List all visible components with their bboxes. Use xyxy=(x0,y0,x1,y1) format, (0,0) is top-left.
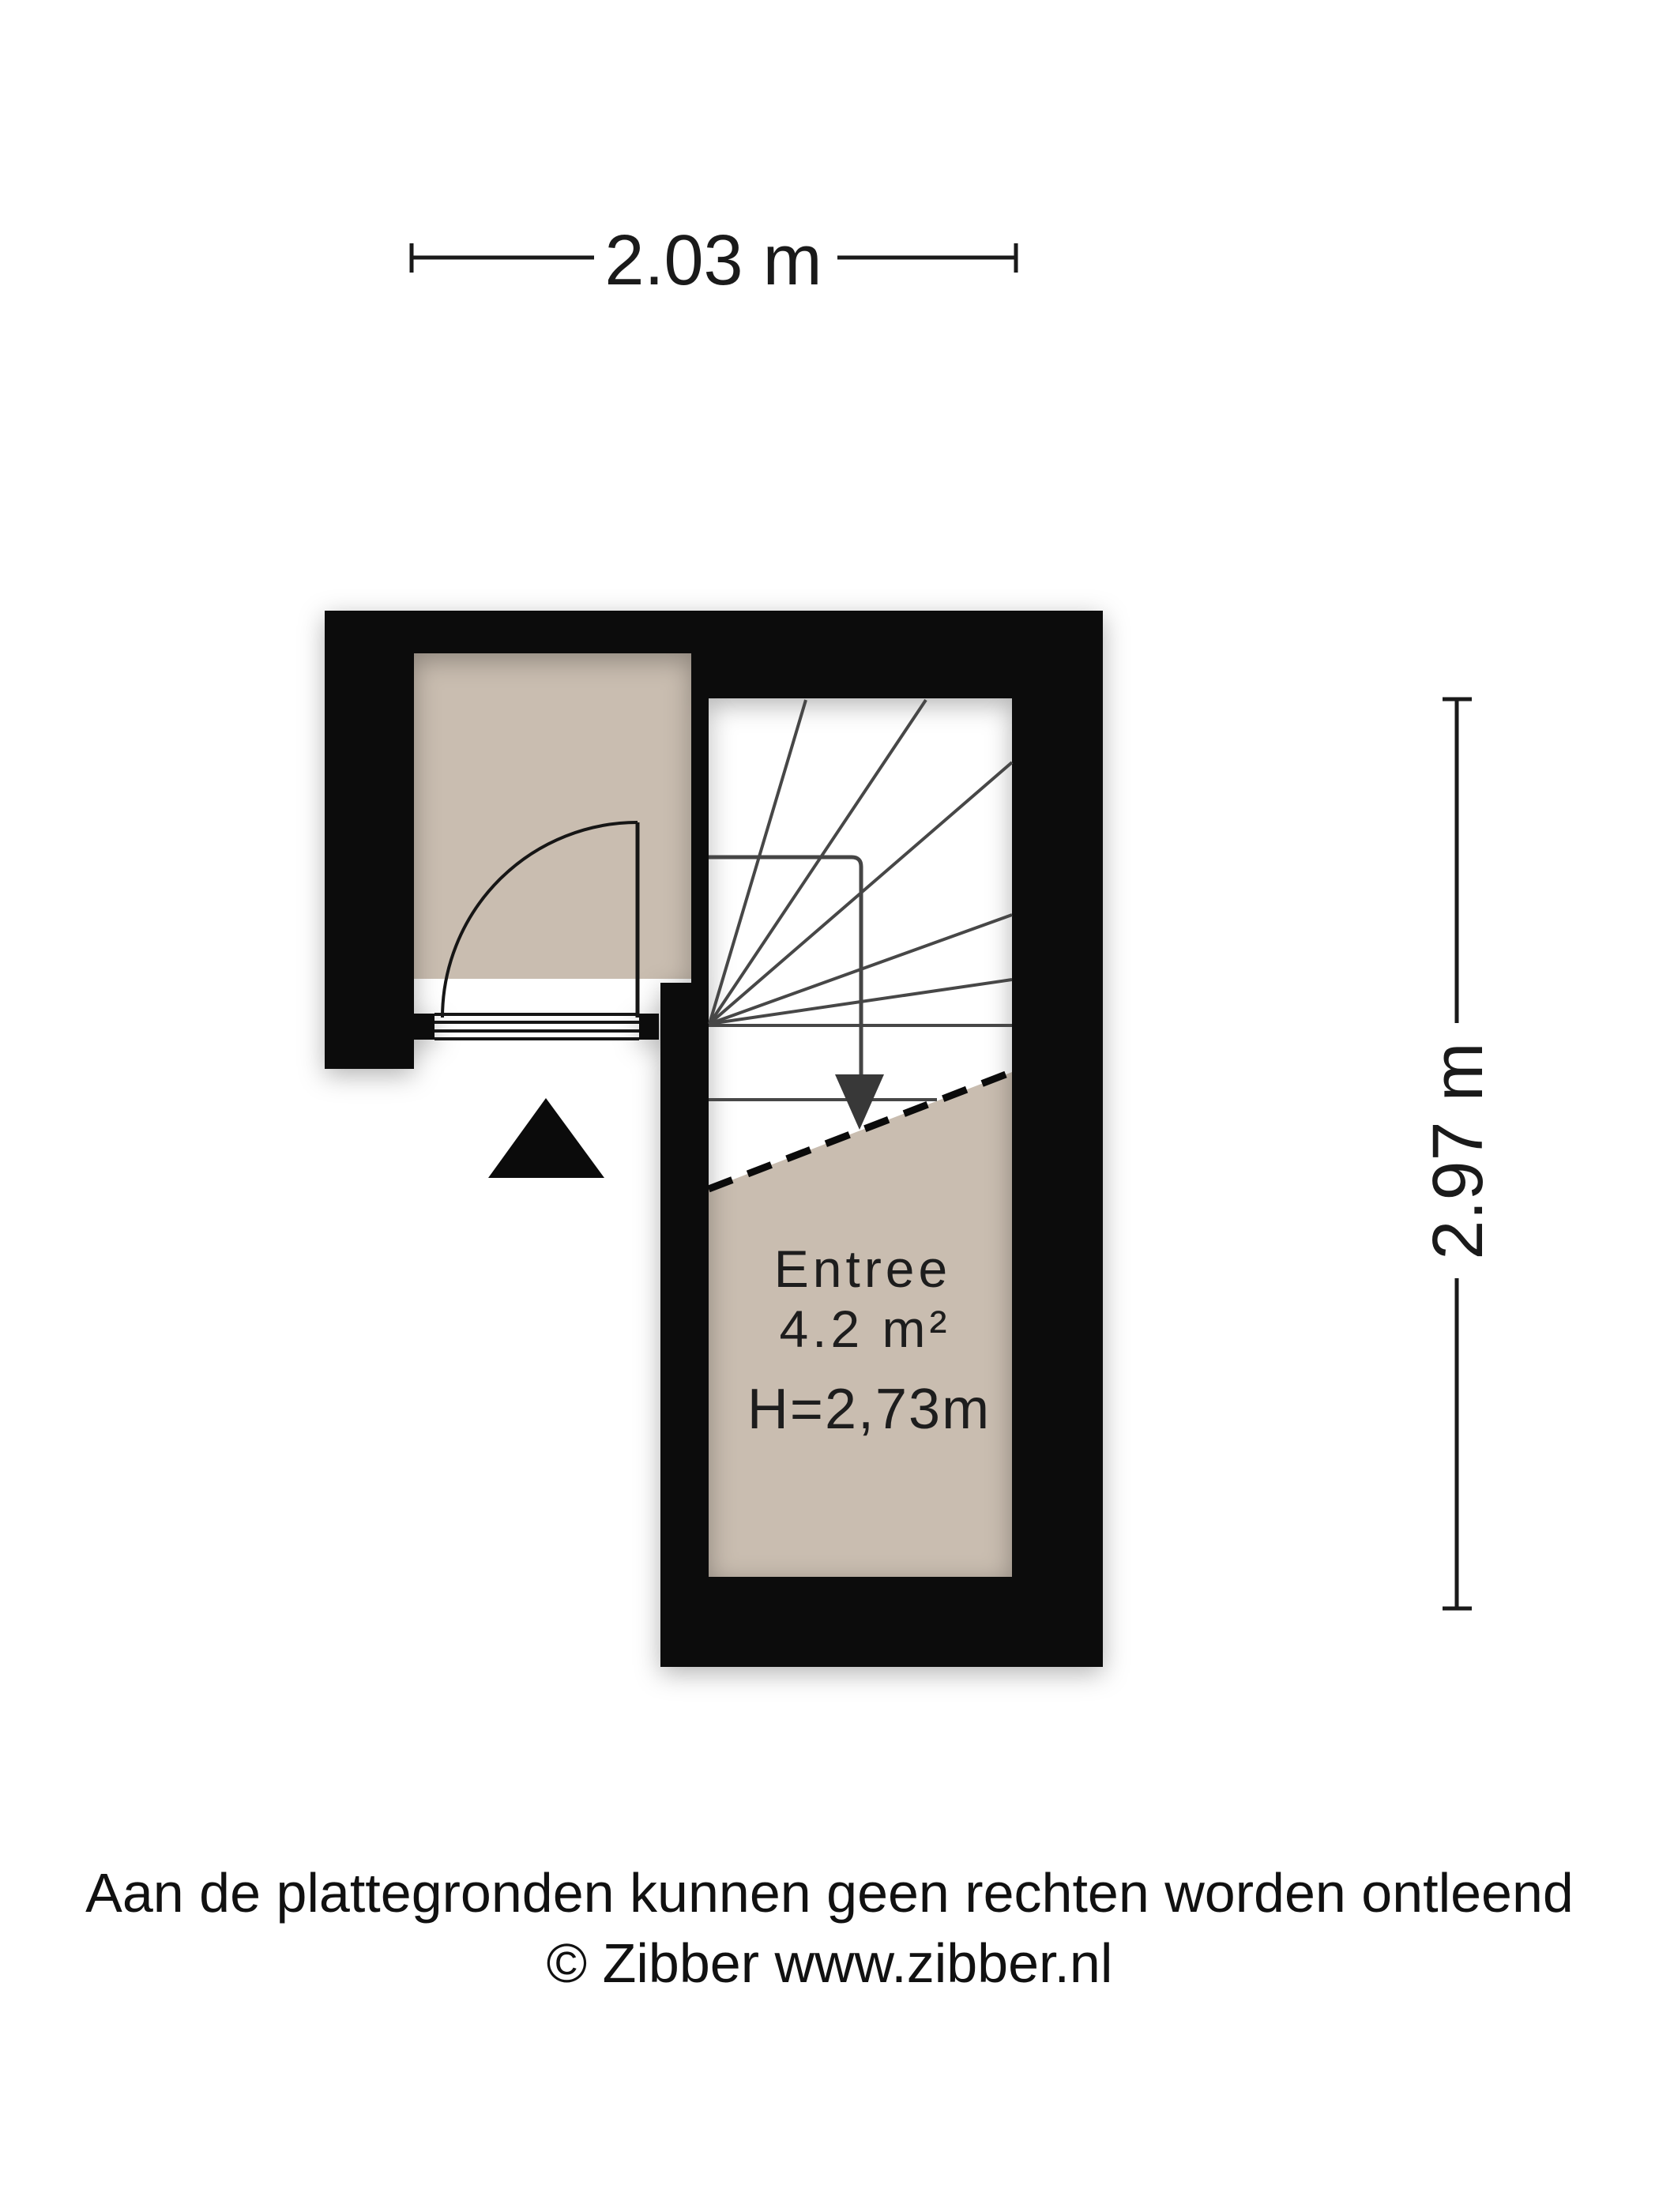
wall-hall-stairs xyxy=(691,653,709,988)
room-area-label: 4.2 m² xyxy=(779,1300,951,1358)
copyright-line: © Zibber www.zibber.nl xyxy=(546,1932,1113,1994)
stair-tread xyxy=(709,700,926,1024)
door-threshold xyxy=(434,1014,639,1039)
dimension-height xyxy=(1419,699,1498,1608)
disclaimer-line: Aan de plattegronden kunnen geen rechten worden ontleend xyxy=(85,1862,1574,1924)
hall-floor xyxy=(414,653,691,979)
dimension-width xyxy=(412,221,1016,300)
door-jamb-left xyxy=(414,1014,434,1040)
dimension-width-label: 2.03 m xyxy=(604,221,822,300)
wall-bottom xyxy=(660,1577,1103,1667)
room-name-label: Entree xyxy=(773,1240,952,1298)
door-jamb-right xyxy=(639,1014,659,1040)
wall-left xyxy=(325,611,414,1069)
room-ceiling-height-label: H=2,73m xyxy=(747,1378,991,1441)
entrance-arrow-icon xyxy=(488,1098,604,1178)
stair-tread xyxy=(709,700,806,1024)
dimension-height-label: 2.97 m xyxy=(1419,1042,1498,1260)
wall-middle xyxy=(660,983,709,1615)
wall-right xyxy=(1012,611,1103,1667)
disclaimer xyxy=(0,1858,1659,1999)
